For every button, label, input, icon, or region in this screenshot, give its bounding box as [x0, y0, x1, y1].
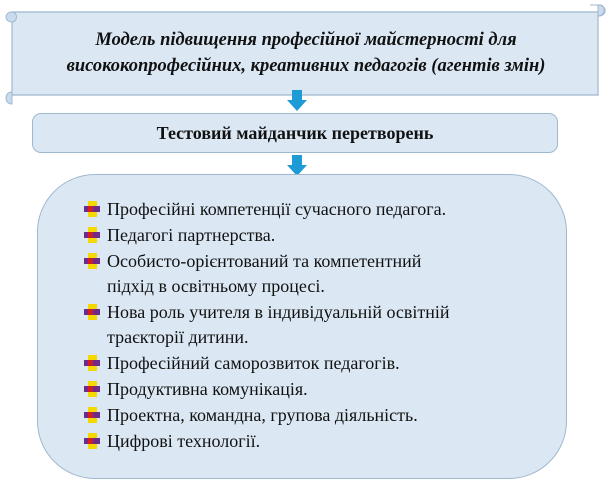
competencies-list	[80, 197, 550, 455]
down-arrow-icon	[287, 90, 307, 112]
list-item: Особисто-орієнтований та компетентний підхід в освітньому процесі.	[80, 249, 550, 299]
bullet-icon	[84, 407, 100, 423]
bullet-icon	[84, 227, 100, 243]
bullet-icon	[84, 433, 100, 449]
list-item: Цифрові технології.	[80, 429, 550, 454]
list-item: Педагогі партнерства.	[80, 223, 550, 248]
list-item: Професійні компетенції сучасного педагога.	[80, 197, 550, 222]
bullet-icon	[84, 355, 100, 371]
bullet-icon	[84, 201, 100, 217]
bullet-icon	[84, 304, 100, 320]
list-item: Проектна, командна, групова діяльність.	[80, 403, 550, 428]
test-platform-box	[32, 113, 558, 153]
list-item: Продуктивна комунікація.	[80, 377, 550, 402]
title-line-2: висококопрофесійних, креативних педагогів (агентів змін)	[66, 56, 546, 76]
test-platform-label: Тестовий майданчик перетворень	[156, 122, 434, 143]
title-line-1: Модель підвищення професійної майстерності для	[95, 30, 517, 50]
list-item: Нова роль учителя в індивідуальній освітній траєкторії дитини.	[80, 300, 550, 350]
title-scroll	[0, 0, 615, 110]
bullet-icon	[84, 253, 100, 269]
bullet-icon	[84, 381, 100, 397]
list-item: Професійний саморозвиток педагогів.	[80, 351, 550, 376]
